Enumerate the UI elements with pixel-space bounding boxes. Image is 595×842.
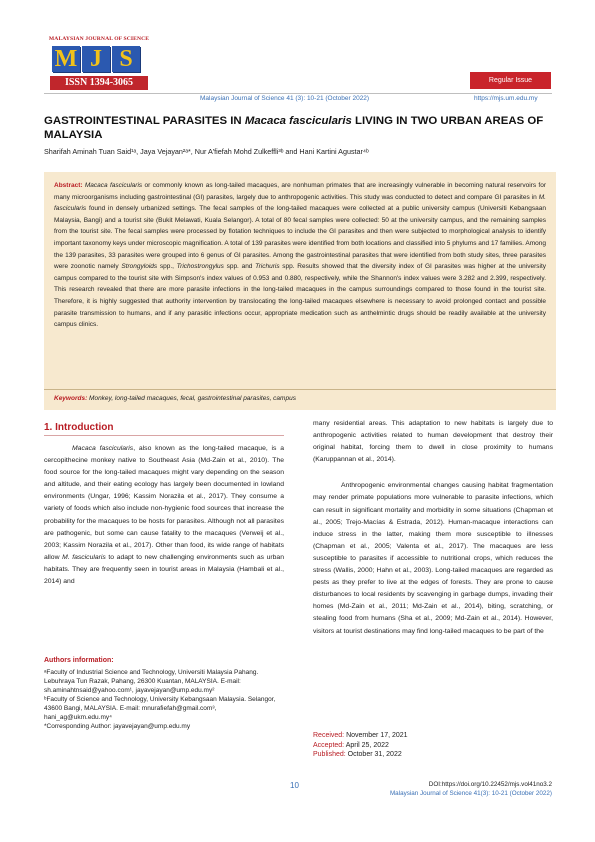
intro-column-left [44, 443, 284, 588]
intro-paragraph-2: Anthropogenic environmental changes causing habitat fragmentation may render primate populations more vulnerable to parasite infections, which can result in significant mortality and morbidity in some situations (Chapman et al., 2005; Trejo-Macías & Estrada, 2012). Human-macaque interactions can induce stress in the latter, making them more susceptible to illnesses (Chapman et al., 2005; Valenta et al., 2017). The macaques are less susceptible to parasites if accessible to nutritional crops, which reduces the stress (Wallis, 2000; Hahn et al., 2003). Long-tailed macaques are regarded as pests as they prefer to live at the edges of forests. They are prone to cause disturbances to local residents by scavenging in garbage dumps, invading their homes (Md-Zain et al., 2011; Md-Zain et al., 2014), biting, scratching, or stealing food from humans (Sha et al., 2009; Md-Zain et al., 2014). However, visitors at tourist destinations may find long-tailed macaques to be part of the [313, 482, 553, 635]
accepted-date: Accepted: April 25, 2022 [313, 741, 389, 749]
abstract-label: Abstract: [54, 182, 83, 189]
logo-letter-j: J [82, 46, 110, 72]
keywords-divider [44, 389, 556, 390]
section-heading-introduction: 1. Introduction [44, 422, 114, 433]
author-list: Sharifah Aminah Tuan Said¹ᵃ, Jaya Vejayan²ᵃ*, Nur A'fiefah Mohd Zulkeffli³ᵇ and Hani Kartini Agustar⁴ᵇ [44, 147, 369, 156]
affiliation-a: ᵃFaculty of Industrial Science and Technology, Universiti Malaysia Pahang. Lebuhraya Tun Razak, Pahang, 26300 Kuantan, MALAYSIA. E-mail: sh.aminahtnsaid@yahoo.com¹, jayavejayan@ump.edu.my² [44, 669, 259, 694]
authors-information-title: Authors information: [44, 657, 114, 664]
keywords: Keywords: Monkey, long-tailed macaques, fecal, gastrointestinal parasites, campus [54, 395, 296, 402]
abstract-text: Abstract: Macaca fascicularis or commonly known as long-tailed macaques, are nonhuman primates that are increasingly vulnerable in becoming natural reservoirs for many microorganisms including gastrointestinal (GI) parasites, largely due to anthropogenic activities. This study was conducted to detect and compare GI parasites in M. fascicularis found in densely urbanized settings. The fecal samples of the long-tailed macaques were collected at a public university campus (Universiti Kebangsaan Malaysia, Bangi) and a tourist site (Bukit Melawati, Kuala Selangor). A total of 80 fecal samples were collected: 50 at the university campus, and the remaining samples from the tourist site. The fecal samples were processed by flotation techniques to include the GI parasites and then were subjected to morphological analysis to identify important taxonomy keys under microscopic magnification. A total of 139 parasites were identified from both locations and classified into 5 phylums and 17 families. Among the 139 parasites, 33 parasites were grouped into 6 genus of GI parasites. Among the gastrointestinal parasites that were identified from both study sites, three parasites were zoonotic namely Strongyloids spp., Trichostrongylus spp. and Trichuris spp. Results showed that the diversity index of GI parasites was higher at the university campus compared to the tourist site with Simpson's index values of 0.953 and 0.880, respectively, while the Shannon's index values were 3.282 and 2.399, respectively. This research revealed that there are more parasite infections in the long-tailed macaques in the campus surroundings compared to those found in the tourist site. Therefore, it is highly suggested that authority intervention by translocating the long-tailed macaques elsewhere is necessary to avoid prolonged contact and possible parasite transmission to humans, and if any parasitic infections occur, appropriate medication such as anthelmintic drugs should be readily available at the university campus clinics. [54, 182, 547, 329]
intro-column-right [313, 418, 553, 638]
authors-information [44, 656, 284, 731]
regular-issue-badge: Regular Issue [470, 72, 551, 89]
doi-link[interactable]: DOI:https://doi.org/10.22452/mjs.vol41no3.2 [428, 781, 552, 788]
received-date: Received: November 17, 2021 [313, 732, 408, 739]
intro-paragraph-1: Macaca fascicularis, also known as the long-tailed macaque, is a cercopithecine monkey native to Southeast Asia (Md-Zain et al., 2010). The food source for the long-tailed macaques might vary depending on the season and altitude, and their eating ecology has largely been documented in lowland environments (Ungar, 1996; Kassim Norazila et al., 2017). They consume a variety of foods which also include non-hygienic food sources that increase the probability for the macaques to be hosts for parasites. Although not all parasites are pathogenic, but some can cause fatality to the macaques (Verweij et al., 2003; Kassim Norazila et al., 2017). Other than food, its wide range of habitats allow M. fascicularis to adapt to new challenging environments such as urban habitats. They are frequently seen in tourist areas in Malaysia (Hambali et al., 2014) and [44, 445, 284, 586]
logo-letter-s: S [112, 46, 140, 72]
intro-paragraph-continued: many residential areas. This adaptation to new habitats is largely due to anthropogenic activities related to human development that destroy their original habitat, forcing them to dwell in close proximity to humans (Karuppannan et al., 2014). [313, 420, 553, 464]
footer-doi [350, 781, 552, 798]
article-title: GASTROINTESTINAL PARASITES IN Macaca fascicularis LIVING IN TWO URBAN AREAS OF MALAYSIA [44, 115, 544, 141]
logo-issn: ISSN 1394-3065 [50, 76, 148, 90]
article-dates [313, 731, 553, 760]
abstract-box [44, 172, 556, 410]
journal-url-link[interactable]: https://mjs.um.edu.my [474, 95, 538, 102]
affiliation-b: ᵇFaculty of Science and Technology, University Kebangsaan Malaysia. Selangor, 43600 Bangi, MALAYSIA. E-mail: mnurafiefah@gmail.com³, hani_ag@ukm.edu.my⁴ [44, 696, 276, 721]
journal-logo [44, 36, 154, 96]
published-date: Published: October 31, 2022 [313, 751, 402, 758]
title-species: Macaca fascicularis [244, 115, 352, 127]
header-divider [44, 93, 552, 94]
section-heading-underline [44, 435, 284, 436]
logo-journal-name: MALAYSIAN JOURNAL OF SCIENCE [48, 36, 150, 42]
logo-letter-m: M [52, 46, 80, 72]
page-number: 10 [290, 781, 299, 790]
corresponding-author: *Corresponding Author: jayavejayan@ump.edu.my [44, 723, 191, 730]
keywords-label: Keywords: [54, 395, 88, 402]
journal-citation-header[interactable]: Malaysian Journal of Science 41 (3): 10-21 (October 2022) [200, 95, 370, 102]
logo-letters [52, 46, 140, 72]
footer-journal-citation: Malaysian Journal of Science 41(3): 10-21 (October 2022) [389, 789, 552, 797]
